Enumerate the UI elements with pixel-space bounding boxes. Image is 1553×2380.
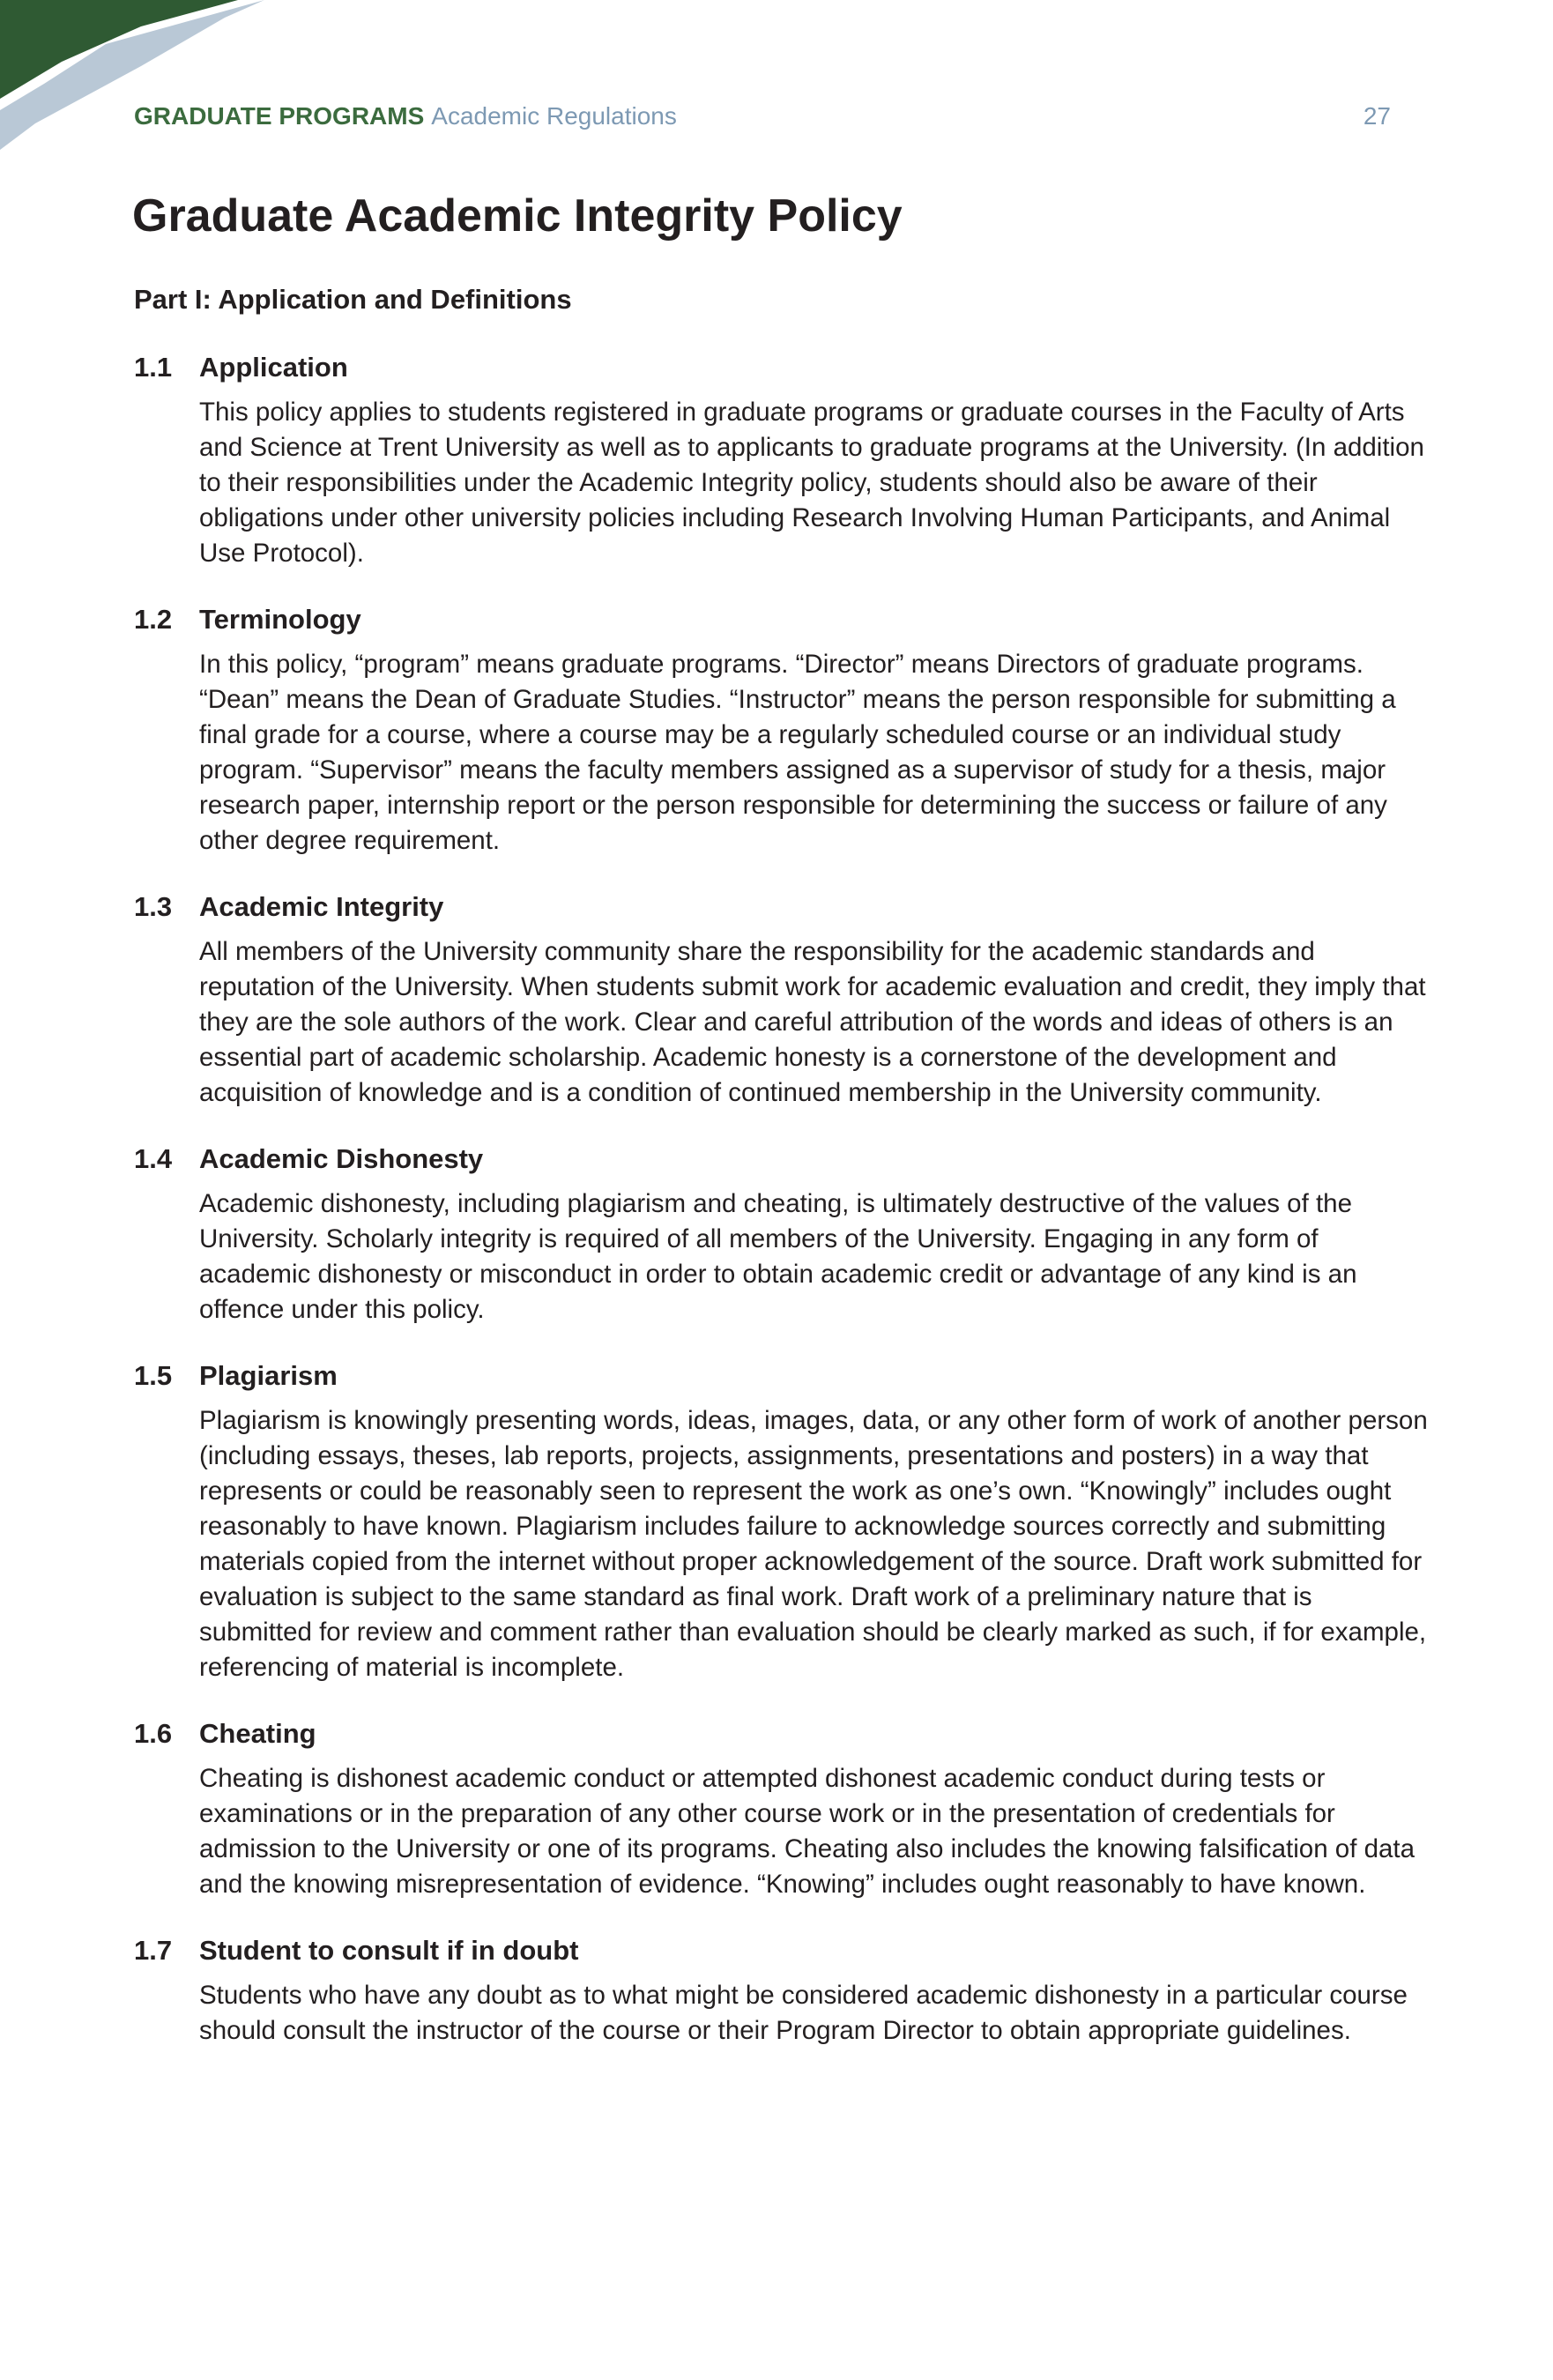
part-heading: Part I: Application and Definitions (134, 284, 572, 315)
clause-cheating (134, 1715, 1430, 1902)
clause-title: Student to consult if in doubt (199, 1935, 579, 1966)
clause-heading (134, 1357, 1430, 1395)
clause-text: This policy applies to students registered in graduate programs or graduate courses in the Faculty of Arts and Science at Trent University as well as to applicants to graduate programs at the University. (In addition to their responsibilities under the Academic Integrity policy, students should also be aware of their obligations under other university policies including Research Involving Human Participants, and Animal Use Protocol). (199, 398, 1424, 568)
clause-title: Application (199, 352, 348, 383)
corner-decoration (0, 0, 264, 167)
clause-number: 1.1 (134, 352, 173, 383)
clause-text: Cheating is dishonest academic conduct or attempted dishonest academic conduct during tests or examinations or in the preparation of any other course work or in the presentation of credentials for admission to the University or one of its programs. Cheating also includes the knowing falsification of data and the knowing misrepresentation of evidence. “Knowing” includes ought reasonably to have known. (199, 1764, 1416, 1899)
clause-heading (134, 1932, 1430, 1969)
header-subsection: Academic Regulations (431, 102, 677, 130)
policy-body (134, 349, 1430, 2079)
clause-academic-integrity (134, 889, 1430, 1111)
clause-number: 1.2 (134, 604, 173, 635)
clause-text: All members of the University community share the responsibility for the academic standards and reputation of the University. When students submit work for academic evaluation and credit, they imply that they are the sole authors of the work. Clear and careful attribution of the words and ideas of others is an essential part of academic scholarship. Academic honesty is a cornerstone of the development and acquisition of knowledge and is a condition of continued membership in the University community. (199, 937, 1426, 1107)
clause-heading (134, 601, 1430, 638)
clause-terminology (134, 601, 1430, 859)
clause-text: In this policy, “program” means graduate programs. “Director” means Directors of graduate programs. “Dean” means the Dean of Graduate Studies. “Instructor” means the person responsible for submitting a final grade for a course, where a course may be a regularly scheduled course or an individual study program. “Supervisor” means the faculty members assigned as a supervisor of study for a thesis, major research paper, internship report or the person responsible for determining the success or failure of any other degree requirement. (199, 650, 1396, 855)
clause-heading (134, 1715, 1430, 1752)
clause-title: Cheating (199, 1718, 316, 1749)
clause-heading (134, 349, 1430, 386)
clause-number: 1.7 (134, 1935, 173, 1966)
page-title: Graduate Academic Integrity Policy (132, 190, 903, 242)
clause-plagiarism (134, 1357, 1430, 1685)
clause-heading (134, 1141, 1430, 1178)
clause-title: Terminology (199, 604, 361, 635)
clause-title: Plagiarism (199, 1360, 338, 1391)
clause-academic-dishonesty (134, 1141, 1430, 1328)
clause-heading (134, 889, 1430, 926)
header-section: GRADUATE PROGRAMS (134, 102, 425, 130)
clause-text: Plagiarism is knowingly presenting words, ideas, images, data, or any other form of work of another person (including essays, theses, lab reports, projects, assignments, presentations and posters) in a way that represents or could be reasonably seen to represent the work as one’s own. “Knowingly” includes ought reasonably to have known. Plagiarism includes failure to acknowledge sources correctly and submitting materials copied from the internet without proper acknowledgement of the source. Draft work submitted for evaluation is subject to the same standard as final work. Draft work of a preliminary nature that is submitted for review and comment rather than evaluation should be clearly marked as such, if for example, referencing of material is incomplete. (199, 1406, 1428, 1682)
page-number: 27 (1363, 102, 1391, 130)
clause-text: Students who have any doubt as to what might be considered academic dishonesty in a particular course should consult the instructor of the course or their Program Director to obtain appropriate guidelines. (199, 1981, 1408, 2045)
running-header (134, 99, 1391, 134)
clause-application (134, 349, 1430, 571)
clause-text: Academic dishonesty, including plagiarism and cheating, is ultimately destructive of the values of the University. Scholarly integrity is required of all members of the University. Engaging in any form of academic dishonesty or misconduct in order to obtain academic credit or advantage of any kind is an offence under this policy. (199, 1189, 1357, 1324)
clause-title: Academic Dishonesty (199, 1143, 484, 1174)
clause-title: Academic Integrity (199, 891, 444, 922)
clause-number: 1.6 (134, 1718, 173, 1749)
clause-number: 1.3 (134, 891, 173, 922)
clause-consult-if-in-doubt (134, 1932, 1430, 2049)
clause-number: 1.5 (134, 1360, 173, 1391)
clause-number: 1.4 (134, 1143, 173, 1174)
